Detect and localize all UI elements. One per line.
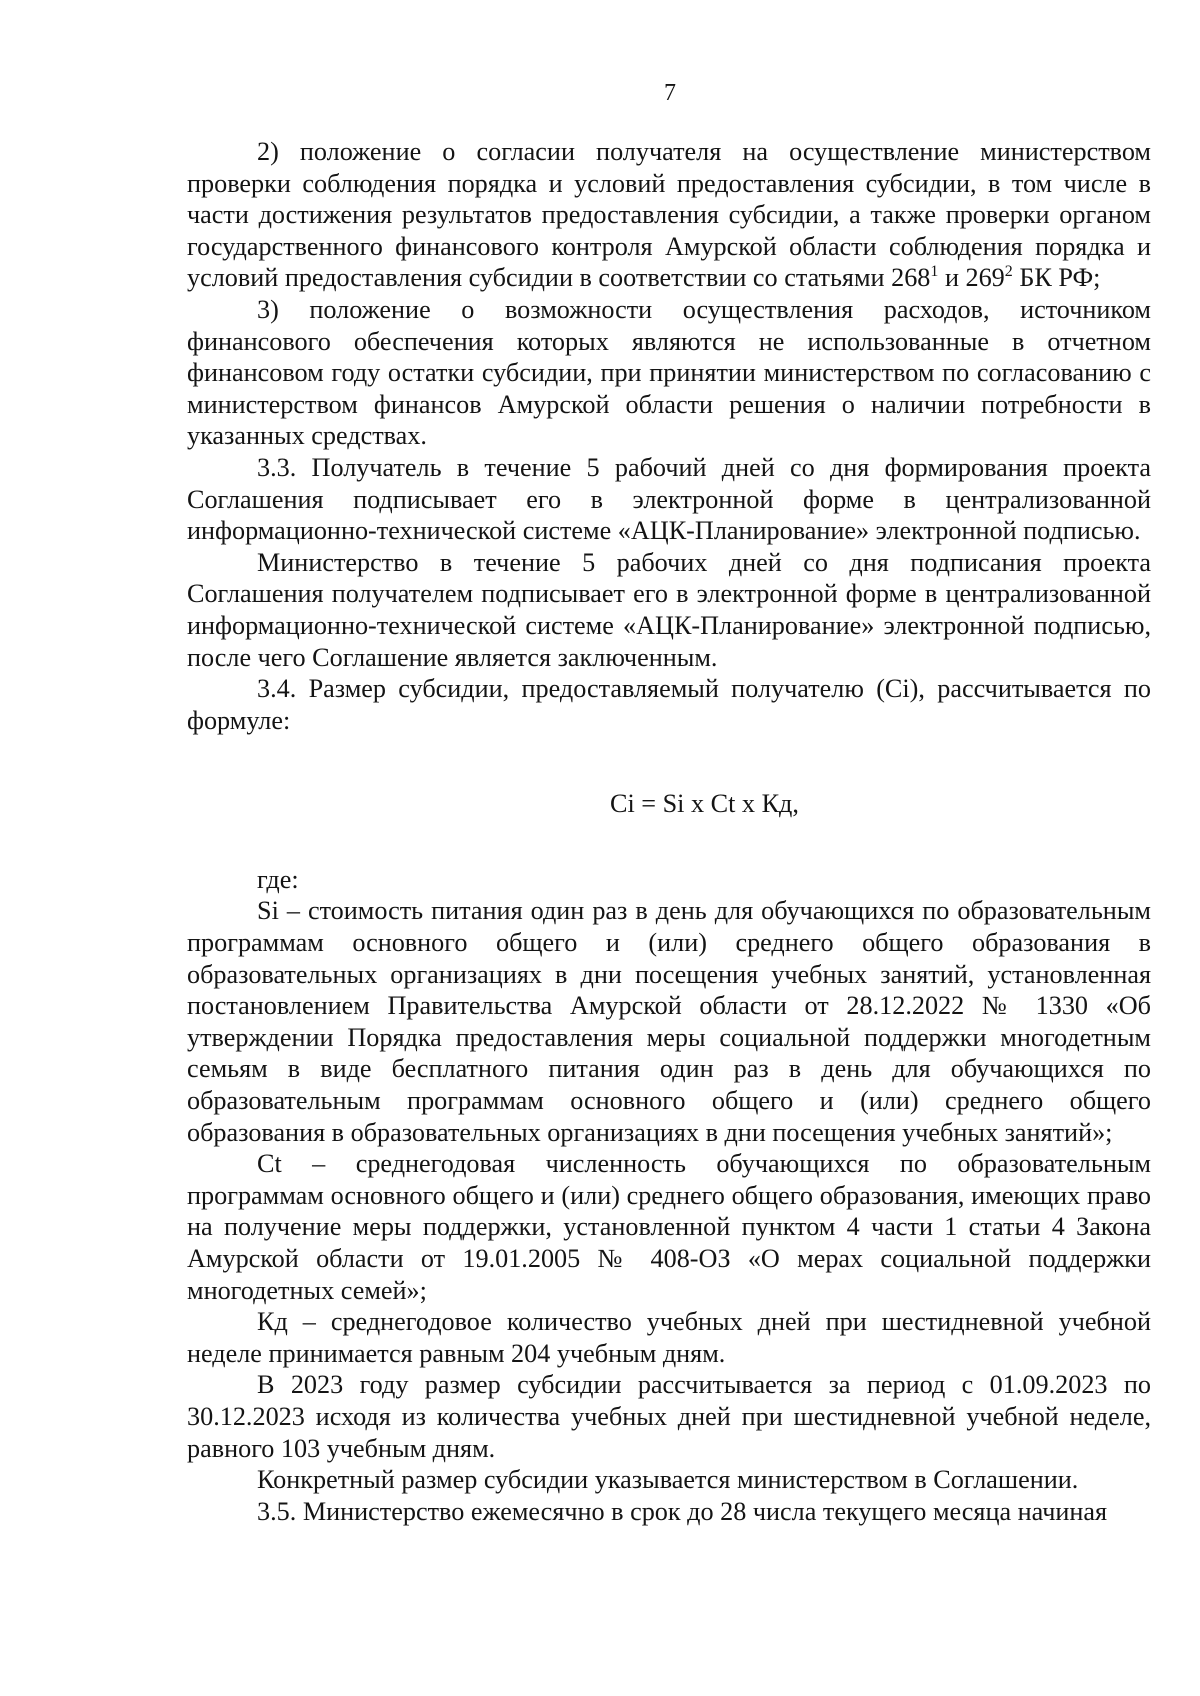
superscript: 1	[930, 263, 939, 281]
paragraph-item-3: 3) положение о возможности осуществления расходов, источником финансового обеспечения которых являются не использованные в отчетном финансовом году остатки субсидии, при принятии министерством по согласованию с министерством финансов Амурской области решения о наличии потребности в указанных средствах.	[187, 294, 1151, 451]
document-body	[187, 136, 1151, 1527]
paragraph-kd-definition: Кд – среднегодовое количество учебных дней при шестидневной учебной неделе принимается равным 204 учебным дням.	[187, 1307, 1151, 1368]
paragraph-text-mid: и 269	[938, 263, 1005, 293]
paragraph-specific-amount: Конкретный размер субсидии указывается министерством в Соглашении.	[257, 1465, 1079, 1495]
paragraph-where: где:	[257, 864, 299, 894]
paragraph-3-5: 3.5. Министерство ежемесячно в срок до 28 числа текущего месяца начиная	[257, 1496, 1108, 1526]
paragraph-2023-period: В 2023 году размер субсидии рассчитывается за период с 01.09.2023 по 30.12.2023 исходя из количества учебных дней при шестидневной учебной неделе, равного 103 учебным дням.	[187, 1370, 1151, 1463]
paragraph-3-4: 3.4. Размер субсидии, предоставляемый получателю (Ci), рассчитывается по формуле:	[187, 674, 1151, 735]
paragraph-text: 2) положение о согласии получателя на осуществление министерством проверки соблюдения порядка и условий предоставления субсидии, в том числе в части достижения результатов предоставления субсидии, а также проверки органом государственного финансового контроля Амурской области соблюдения порядка и условий предоставления субсидии в соответствии со статьями 268	[187, 137, 1151, 293]
page-number: 7	[664, 80, 676, 106]
paragraph-ct-definition: Ct – среднегодовая численность обучающихся по образовательным программам основного общего и (или) среднего общего образования, имеющих право на получение меры поддержки, установленной пунктом 4 части 1 статьи 4 Закона Амурской области от 19.01.2005 № 408-ОЗ «О мерах социальной поддержки многодетных семей»;	[187, 1149, 1151, 1305]
paragraph-item-2	[187, 136, 1151, 294]
paragraph-text-tail: БК РФ;	[1012, 263, 1101, 293]
formula: Ci = Si x Ct x Кд,	[610, 789, 799, 819]
paragraph-ministry-signing: Министерство в течение 5 рабочих дней со дня подписания проекта Соглашения получателем подписывает его в электронной форме в централизованной информационно-технической системе «АЦК-Планирование» электронной подписью, после чего Соглашение является заключенным.	[187, 547, 1151, 672]
superscript: 2	[1004, 263, 1013, 281]
paragraph-3-3: 3.3. Получатель в течение 5 рабочий дней со дня формирования проекта Соглашения подписывает его в электронной форме в централизованной информационно-технической системе «АЦК-Планирование» электронной подписью.	[187, 452, 1151, 546]
paragraph-si-definition: Si – стоимость питания один раз в день для обучающихся по образовательным программам основного общего и (или) среднего общего образования в образовательных организациях в дни посещения учебных занятий, установленная постановлением Правительства Амурской области от 28.12.2022 № 1330 «Об утверждении Порядка предоставления меры социальной поддержки многодетным семьям в виде бесплатного питания один раз в день для обучающихся по образовательным программам основного общего и (или) среднего общего образования в образовательных организациях в дни посещения учебных занятий»;	[187, 896, 1151, 1147]
